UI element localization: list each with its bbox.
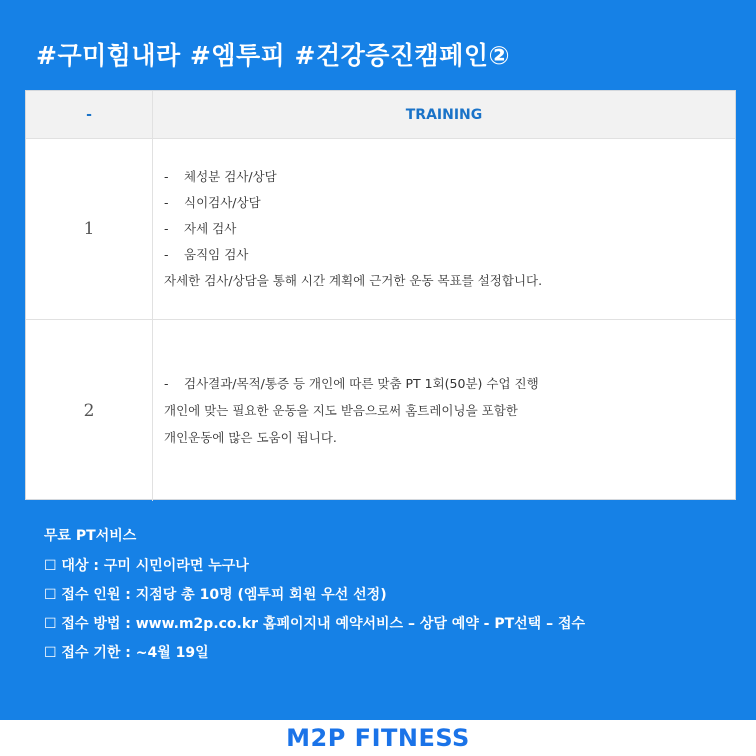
row-number-cell [26,320,153,501]
page-title: #구미힘내라 #엠투피 #건강증진캠페인② [36,41,511,70]
list-item [164,242,542,268]
list-item-text: 개인에 맞는 필요한 운동을 지도 받음으로써 홈트레이닝을 포함한 [164,403,518,418]
list-item-text: 자세 검사 [184,221,237,236]
table-row [26,319,735,501]
row-number-cell [26,139,153,319]
row-number: 2 [83,400,95,421]
header-cell-number [26,91,153,138]
list-item [164,397,539,424]
training-cell [153,320,735,501]
list-item-text: 개인운동에 많은 도움이 됩니다. [164,430,337,445]
service-info [44,524,585,668]
bullet-dash: - [164,169,169,184]
list-item [164,424,539,451]
training-list [164,370,539,451]
training-list [164,164,542,294]
service-item-capacity: ☐ 접수 인원 : 지점당 총 10명 (엠투피 회원 우선 선정) [44,587,387,603]
footer-bar [0,720,756,756]
list-item [164,164,542,190]
table-header-row [26,91,735,138]
bullet-dash: - [164,195,169,210]
bullet-dash: - [164,221,169,236]
bullet-dash: - [164,376,169,391]
header-label-number: - [86,106,92,123]
service-title: 무료 PT서비스 [44,528,137,544]
list-item-text: 자세한 검사/상담을 통해 시간 계획에 근거한 운동 목표를 설정합니다. [164,273,543,288]
list-item [164,190,542,216]
header-label-training: TRAINING [405,106,483,123]
list-item-text: 체성분 검사/상담 [184,169,277,184]
list-item-text: 검사결과/목적/통증 등 개인에 따른 맞춤 PT 1회(50분) 수업 진행 [184,376,539,391]
list-item [164,268,542,294]
header-cell-training [153,91,735,138]
list-item-text: 움직임 검사 [184,247,249,262]
row-number: 1 [83,219,95,239]
bullet-dash: - [164,247,169,262]
list-item [164,216,542,242]
brand-logo: M2P FITNESS [286,724,470,752]
service-item-target: ☐ 대상 : 구미 시민이라면 누구나 [44,558,249,574]
table-row [26,138,735,319]
service-item-method: ☐ 접수 방법 : www.m2p.co.kr 홈페이지내 예약서비스 – 상담 예약 - PT선택 – 접수 [44,616,586,632]
training-table [25,90,736,500]
list-item [164,370,539,397]
list-item-text: 식이검사/상담 [184,195,261,210]
training-cell [153,139,735,319]
service-item-deadline: ☐ 접수 기한 : ~4월 19일 [44,645,209,661]
